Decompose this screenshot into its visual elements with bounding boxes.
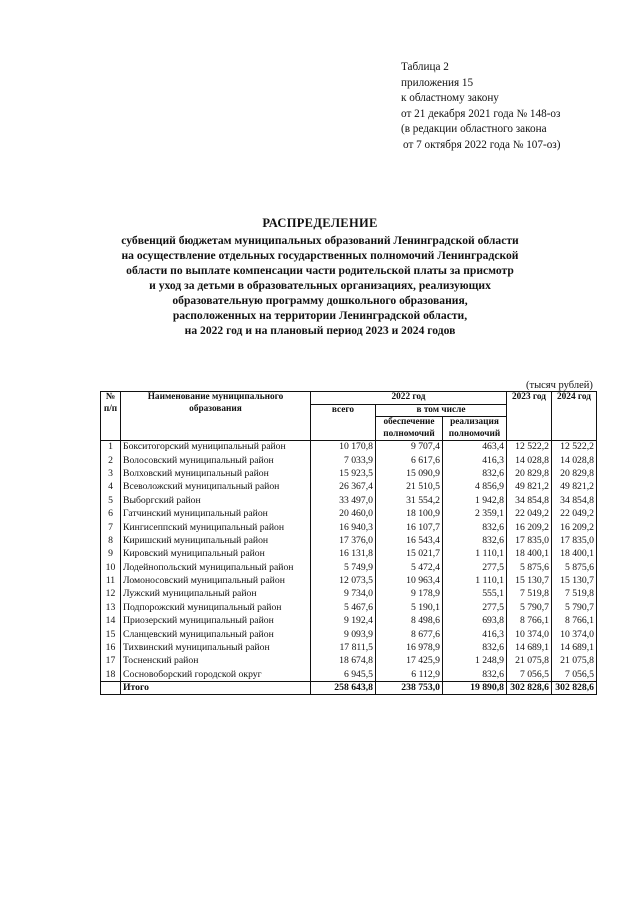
header-name: Наименование муниципального образования — [121, 392, 311, 441]
row-value-2023: 22 049,2 — [507, 507, 552, 520]
row-implementation-2022: 277,5 — [443, 601, 507, 614]
row-total-2022: 17 376,0 — [311, 534, 376, 547]
appendix-note-line: к областному закону — [401, 92, 499, 104]
row-number: 2 — [101, 454, 121, 467]
row-provision-2022: 5 472,4 — [376, 561, 443, 574]
row-provision-2022: 15 090,9 — [376, 467, 443, 480]
row-municipality-name: Тосненский район — [121, 655, 311, 668]
row-municipality-name: Бокситогорский муниципальный район — [121, 441, 311, 454]
row-municipality-name: Кировский муниципальный район — [121, 548, 311, 561]
row-value-2023: 34 854,8 — [507, 494, 552, 507]
row-implementation-2022: 4 856,9 — [443, 481, 507, 494]
row-value-2023: 21 075,8 — [507, 655, 552, 668]
row-value-2023: 5 790,7 — [507, 601, 552, 614]
table-row — [101, 548, 597, 561]
row-municipality-name: Выборгский район — [121, 494, 311, 507]
row-implementation-2022: 416,3 — [443, 454, 507, 467]
table-row — [101, 574, 597, 587]
row-value-2024: 18 400,1 — [552, 548, 597, 561]
row-value-2023: 49 821,2 — [507, 481, 552, 494]
header-year-2024: 2024 год — [552, 392, 597, 441]
appendix-note — [401, 60, 560, 153]
table-total-row — [101, 682, 597, 695]
row-number: 17 — [101, 655, 121, 668]
row-number: 10 — [101, 561, 121, 574]
row-total-2022: 5 749,9 — [311, 561, 376, 574]
row-number: 1 — [101, 441, 121, 454]
row-total-2022: 9 734,0 — [311, 588, 376, 601]
row-number: 9 — [101, 548, 121, 561]
row-number: 6 — [101, 507, 121, 520]
row-municipality-name: Всеволожский муниципальный район — [121, 481, 311, 494]
title-line: расположенных на территории Ленинградской области, — [172, 309, 468, 322]
row-municipality-name: Тихвинский муниципальный район — [121, 641, 311, 654]
table-row — [101, 454, 597, 467]
row-value-2023: 14 028,8 — [507, 454, 552, 467]
row-provision-2022: 17 425,9 — [376, 655, 443, 668]
row-provision-2022: 31 554,2 — [376, 494, 443, 507]
table-row — [101, 534, 597, 547]
row-number: 3 — [101, 467, 121, 480]
row-number: 18 — [101, 668, 121, 681]
row-value-2024: 7 519,8 — [552, 588, 597, 601]
header-year-2022: 2022 год — [311, 392, 507, 405]
row-value-2024: 14 028,8 — [552, 454, 597, 467]
subsidy-table — [100, 391, 597, 695]
row-implementation-2022: 2 359,1 — [443, 507, 507, 520]
row-implementation-2022: 555,1 — [443, 588, 507, 601]
row-total-2022: 20 460,0 — [311, 507, 376, 520]
table-row — [101, 441, 597, 454]
row-implementation-2022: 832,6 — [443, 641, 507, 654]
row-value-2024: 5 790,7 — [552, 601, 597, 614]
row-total-2022: 16 131,8 — [311, 548, 376, 561]
row-number: 5 — [101, 494, 121, 507]
title-line: образовательную программу дошкольного образования, — [172, 294, 468, 307]
row-provision-2022: 21 510,5 — [376, 481, 443, 494]
row-total-2022: 16 940,3 — [311, 521, 376, 534]
header-year-2023: 2023 год — [507, 392, 552, 441]
row-municipality-name: Лодейнопольский муниципальный район — [121, 561, 311, 574]
row-implementation-2022: 832,6 — [443, 534, 507, 547]
appendix-note-line: (в редакции областного закона — [401, 123, 547, 135]
row-value-2023: 8 766,1 — [507, 615, 552, 628]
header-including: в том числе — [376, 404, 507, 417]
grand-implementation-2022: 19 890,8 — [443, 682, 507, 695]
grand-total-2022: 258 643,8 — [311, 682, 376, 695]
row-total-2022: 5 467,6 — [311, 601, 376, 614]
row-total-2022: 9 192,4 — [311, 615, 376, 628]
row-value-2023: 10 374,0 — [507, 628, 552, 641]
table-row — [101, 668, 597, 681]
row-provision-2022: 6 617,6 — [376, 454, 443, 467]
row-provision-2022: 8 677,6 — [376, 628, 443, 641]
row-provision-2022: 9 178,9 — [376, 588, 443, 601]
row-number: 11 — [101, 574, 121, 587]
row-number: 15 — [101, 628, 121, 641]
row-municipality-name: Сланцевский муниципальный район — [121, 628, 311, 641]
table-row — [101, 494, 597, 507]
row-value-2023: 18 400,1 — [507, 548, 552, 561]
row-value-2024: 7 056,5 — [552, 668, 597, 681]
header-num: № п/п — [101, 392, 121, 441]
row-provision-2022: 9 707,4 — [376, 441, 443, 454]
row-value-2024: 49 821,2 — [552, 481, 597, 494]
row-value-2023: 14 689,1 — [507, 641, 552, 654]
row-implementation-2022: 832,6 — [443, 668, 507, 681]
row-value-2024: 5 875,6 — [552, 561, 597, 574]
table-row — [101, 507, 597, 520]
row-implementation-2022: 693,8 — [443, 615, 507, 628]
row-total-2022: 12 073,5 — [311, 574, 376, 587]
row-provision-2022: 15 021,7 — [376, 548, 443, 561]
title-line: на 2022 год и на плановый период 2023 и 2024 годов — [184, 324, 456, 337]
document-title — [60, 216, 580, 338]
row-value-2024: 16 209,2 — [552, 521, 597, 534]
row-value-2024: 22 049,2 — [552, 507, 597, 520]
row-provision-2022: 18 100,9 — [376, 507, 443, 520]
table-row — [101, 521, 597, 534]
grand-total-2024: 302 828,6 — [552, 682, 597, 695]
total-row-blank — [101, 682, 121, 695]
row-total-2022: 7 033,9 — [311, 454, 376, 467]
row-municipality-name: Подпорожский муниципальный район — [121, 601, 311, 614]
table-row — [101, 588, 597, 601]
row-implementation-2022: 1 248,9 — [443, 655, 507, 668]
title-description — [60, 233, 580, 338]
row-value-2023: 16 209,2 — [507, 521, 552, 534]
table-row — [101, 615, 597, 628]
row-total-2022: 26 367,4 — [311, 481, 376, 494]
title-line: и уход за детьми в образовательных организациях, реализующих — [149, 279, 491, 292]
row-value-2024: 17 835,0 — [552, 534, 597, 547]
row-total-2022: 33 497,0 — [311, 494, 376, 507]
row-provision-2022: 8 498,6 — [376, 615, 443, 628]
row-value-2024: 15 130,7 — [552, 574, 597, 587]
appendix-note-line: Таблица 2 — [401, 61, 449, 73]
grand-provision-2022: 238 753,0 — [376, 682, 443, 695]
row-number: 12 — [101, 588, 121, 601]
table-row — [101, 628, 597, 641]
row-municipality-name: Волховский муниципальный район — [121, 467, 311, 480]
row-total-2022: 9 093,9 — [311, 628, 376, 641]
row-number: 7 — [101, 521, 121, 534]
total-label: Итого — [121, 682, 311, 695]
row-municipality-name: Лужский муниципальный район — [121, 588, 311, 601]
row-value-2023: 7 519,8 — [507, 588, 552, 601]
header-implementation: реализация полномочий — [443, 417, 507, 441]
row-municipality-name: Гатчинский муниципальный район — [121, 507, 311, 520]
row-number: 8 — [101, 534, 121, 547]
title-main: РАСПРЕДЕЛЕНИЕ — [262, 216, 378, 230]
header-provision: обеспечение полномочий — [376, 417, 443, 441]
appendix-note-line: от 21 декабря 2021 года № 148-оз — [401, 107, 561, 120]
row-municipality-name: Волосовский муниципальный район — [121, 454, 311, 467]
table-row — [101, 641, 597, 654]
row-total-2022: 6 945,5 — [311, 668, 376, 681]
row-value-2023: 15 130,7 — [507, 574, 552, 587]
appendix-note-line: от 7 октября 2022 года № 107-оз) — [403, 138, 561, 151]
row-number: 13 — [101, 601, 121, 614]
row-total-2022: 15 923,5 — [311, 467, 376, 480]
row-provision-2022: 16 978,9 — [376, 641, 443, 654]
row-value-2024: 14 689,1 — [552, 641, 597, 654]
units-label: (тысяч рублей) — [526, 380, 593, 391]
row-provision-2022: 5 190,1 — [376, 601, 443, 614]
row-provision-2022: 16 107,7 — [376, 521, 443, 534]
row-value-2024: 34 854,8 — [552, 494, 597, 507]
row-implementation-2022: 832,6 — [443, 467, 507, 480]
row-number: 16 — [101, 641, 121, 654]
row-provision-2022: 16 543,4 — [376, 534, 443, 547]
row-implementation-2022: 1 942,8 — [443, 494, 507, 507]
row-municipality-name: Ломоносовский муниципальный район — [121, 574, 311, 587]
row-value-2023: 17 835,0 — [507, 534, 552, 547]
row-value-2023: 20 829,8 — [507, 467, 552, 480]
table-row — [101, 561, 597, 574]
row-value-2024: 10 374,0 — [552, 628, 597, 641]
row-implementation-2022: 277,5 — [443, 561, 507, 574]
title-line: области по выплате компенсации части родительской платы за присмотр — [126, 264, 514, 277]
row-implementation-2022: 416,3 — [443, 628, 507, 641]
table-row — [101, 481, 597, 494]
table-row — [101, 601, 597, 614]
row-implementation-2022: 463,4 — [443, 441, 507, 454]
row-municipality-name: Кингисеппский муниципальный район — [121, 521, 311, 534]
grand-total-2023: 302 828,6 — [507, 682, 552, 695]
row-municipality-name: Сосновоборский городской округ — [121, 668, 311, 681]
row-provision-2022: 10 963,4 — [376, 574, 443, 587]
title-line: на осуществление отдельных государственных полномочий Ленинградской — [121, 249, 519, 262]
row-value-2023: 12 522,2 — [507, 441, 552, 454]
row-municipality-name: Приозерский муниципальный район — [121, 615, 311, 628]
row-implementation-2022: 1 110,1 — [443, 548, 507, 561]
row-value-2023: 5 875,6 — [507, 561, 552, 574]
row-implementation-2022: 832,6 — [443, 521, 507, 534]
row-provision-2022: 6 112,9 — [376, 668, 443, 681]
row-value-2024: 12 522,2 — [552, 441, 597, 454]
row-total-2022: 10 170,8 — [311, 441, 376, 454]
title-line: субвенций бюджетам муниципальных образований Ленинградской области — [121, 234, 519, 247]
appendix-note-line: приложения 15 — [401, 76, 474, 89]
row-value-2024: 8 766,1 — [552, 615, 597, 628]
header-total: всего — [311, 404, 376, 441]
row-total-2022: 17 811,5 — [311, 641, 376, 654]
row-municipality-name: Киришский муниципальный район — [121, 534, 311, 547]
row-number: 4 — [101, 481, 121, 494]
row-value-2024: 20 829,8 — [552, 467, 597, 480]
row-number: 14 — [101, 615, 121, 628]
table-row — [101, 655, 597, 668]
row-implementation-2022: 1 110,1 — [443, 574, 507, 587]
row-value-2023: 7 056,5 — [507, 668, 552, 681]
table-row — [101, 467, 597, 480]
row-total-2022: 18 674,8 — [311, 655, 376, 668]
row-value-2024: 21 075,8 — [552, 655, 597, 668]
